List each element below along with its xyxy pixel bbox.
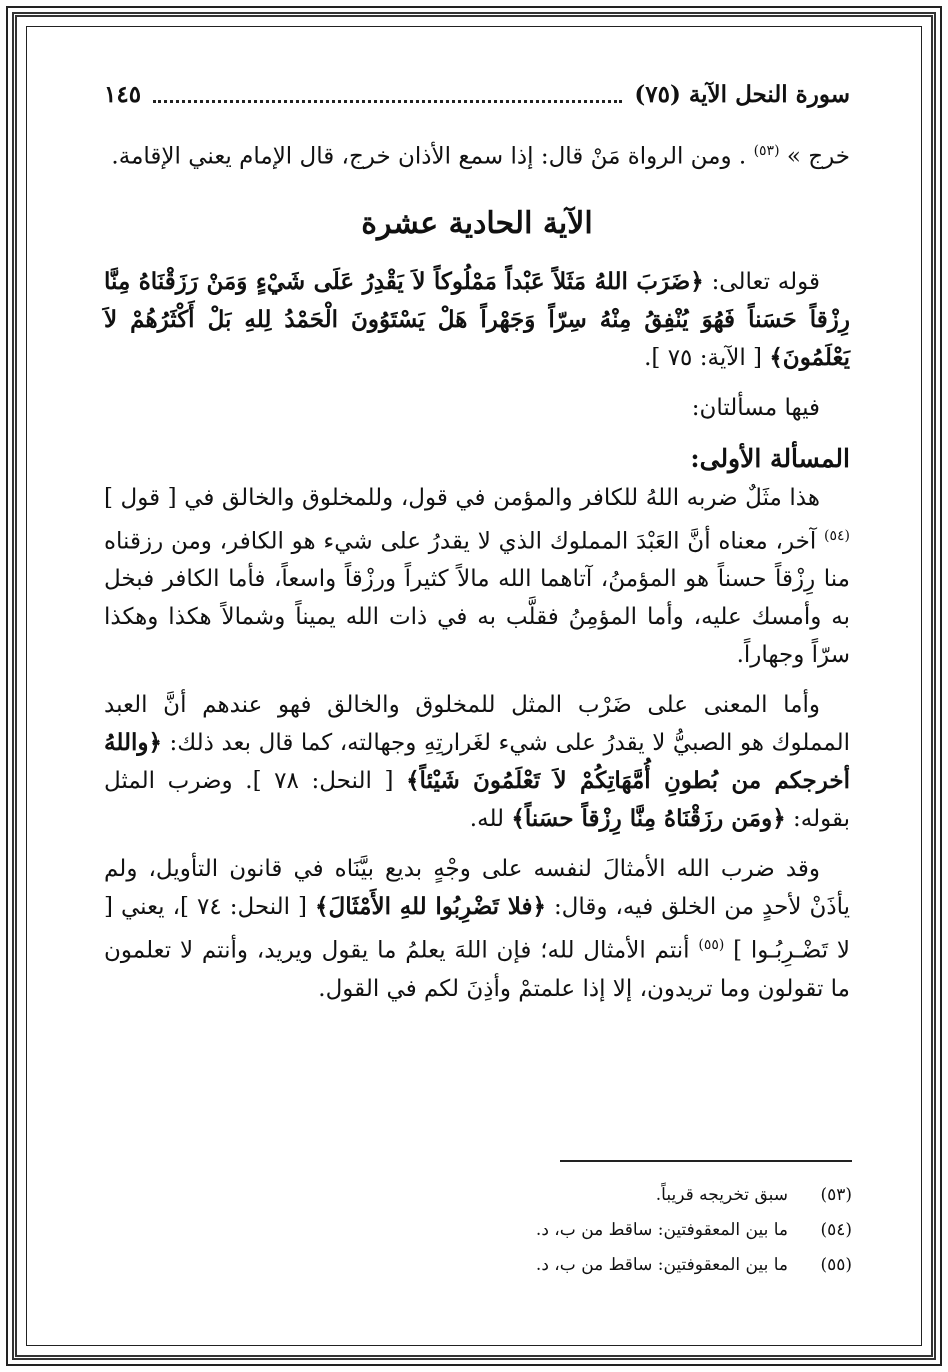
footnote-item (300, 1248, 852, 1283)
first-issue-paragraph (104, 479, 850, 675)
footnote-text: ما بين المعقوفتين: ساقط من ب، د. (535, 1220, 788, 1240)
footnote-text: ما بين المعقوفتين: ساقط من ب، د. (535, 1255, 788, 1275)
first-issue-text-1: هذا مثَلٌ ضربه اللهُ للكافر والمؤمن في قول، وللمخلوق والخالق في [ قول ] (104, 484, 820, 511)
first-issue-heading: المسألة الأولى: (690, 443, 850, 473)
header-title: سورة النحل الآية (٧٥) (634, 80, 850, 108)
meaning-text-2: [ النحل: ٧٨ ]. وضرب المثل بقوله: (104, 768, 850, 833)
footnote-item (300, 1178, 852, 1213)
footnote-number: (٥٥) (820, 1255, 852, 1275)
opening-text-before: خرج » (786, 143, 850, 170)
issues-line: فيها مسألتان: (691, 394, 820, 421)
quran-quote-2: ﴿ومَن رزَقْنَاهُ مِنَّا رِزْقاً حسَناً﴾ (511, 805, 786, 833)
footnote-separator (560, 1160, 852, 1162)
final-text-1: وقد ضرب الله الأمثالَ لنفسه على وجْهٍ بديع بيَّنَاه في قانون التأويل، ولم يأذَنْ لأحدٍ من الخلق فيه، وقال: (104, 856, 851, 921)
meaning-text-3: لله. (469, 806, 505, 833)
header-dot-leader (153, 86, 622, 103)
final-text-2: [ النحل: ٧٤ ]، يعني [ لا تَضْـرِبُـوا ] (104, 894, 851, 964)
footnote-ref-55: (٥٥) (698, 937, 725, 954)
quran-verse: ﴿ضَرَبَ اللهُ مَثَلاً عَبْداً مَمْلُوكاً لاَ يَقْدِرُ عَلَى شَيْءٍ وَمَنْ رَزَقْنَاهُ مِنَّا رِزْقاً حَسَناً فَهُوَ يُنْفِقُ مِنْهُ سِرّاً وَجَهْراً هَلْ يَسْتَوُونَ الْحَمْدُ لِلهِ بَلْ أَكْثَرُهُمْ لاَ يَعْلَمُونَ﴾ (104, 267, 850, 371)
final-paragraph (104, 850, 850, 1008)
running-header (104, 74, 850, 114)
footnotes (300, 1178, 852, 1283)
footnote-ref-54: (٥٤) (824, 527, 850, 544)
quran-quote-1: ﴿واللهُ أخرجكم من بُطونِ أُمَّهَاتِكُمْ لاَ تَعْلَمُونَ شَيْئاً﴾ (104, 729, 851, 795)
quran-quote-3: ﴿فلا تَضْرِبُوا للهِ الأَمْثَالَ﴾ (315, 893, 546, 921)
footnote-text: سبق تخريجه قريباً. (655, 1185, 788, 1205)
footnote-number: (٥٤) (820, 1220, 852, 1240)
final-text-3: أنتم الأمثال لله؛ فإن اللهَ يعلمُ ما يقول ويريد، وأنتم لا تعلمون ما تقولون وما تريدون، إلا إذا علمتمْ وأذِنَ لكم في القول. (104, 937, 850, 1002)
opening-text-after: . ومن الرواة مَنْ قال: إذا سمع الأذان خرج، قال الإمام يعني الإقامة. (111, 143, 747, 170)
footnote-ref-53: (٥٣) (753, 143, 780, 159)
meaning-text-1: وأما المعنى على ضَرْب المثل للمخلوق والخالق فهو عندهم أنَّ العبد المملوك هو الصبيُّ لا يقدرُ على شيء لغَرارتِهِ وجهالته، كما قال بعد ذلك: (104, 692, 850, 757)
meaning-paragraph (104, 686, 850, 838)
page-number: ١٤٥ (104, 80, 142, 108)
footnote-item (300, 1213, 852, 1248)
section-title: الآية الحادية عشرة (361, 205, 593, 241)
verse-reference: [ الآية: ٧٥ ]. (644, 344, 763, 371)
page-content (104, 74, 850, 1008)
verse-intro: قوله تعالى: (711, 268, 821, 295)
verse-paragraph (104, 263, 850, 377)
opening-paragraph (104, 132, 850, 176)
first-issue-text-2: آخر، معناه أنَّ العَبْدَ المملوك الذي لا يقدرُ على شيء هو الكافر، ومن رزقناه منا رِزْقاً حسناً هو المؤمنُ، آتاهما الله مالاً كثيراً ورزْقاً واسعاً، فأما الكافر فبخل به وأمسك عليه، وأما المؤمِنُ فقلَّب به في ذات الله يميناً وشمالاً هكذا وهكذا سرّاً وجهاراً. (104, 528, 850, 669)
footnote-number: (٥٣) (820, 1185, 852, 1205)
